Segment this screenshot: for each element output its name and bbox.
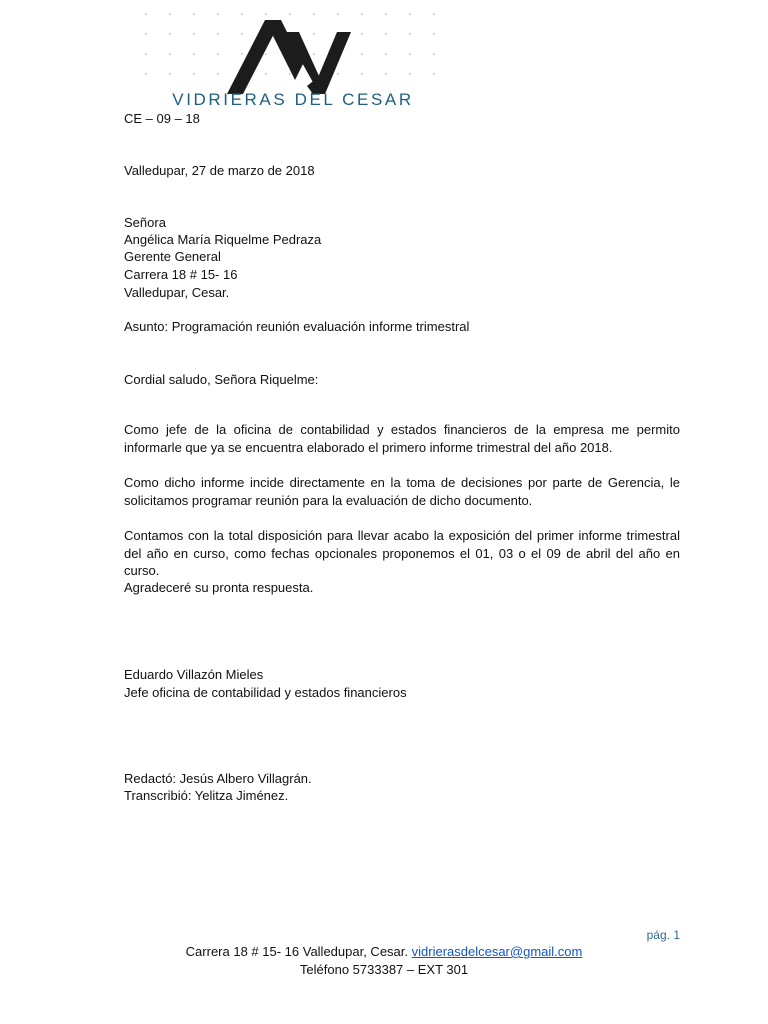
reference-code: CE – 09 – 18: [124, 111, 200, 126]
signer-title: Jefe oficina de contabilidad y estados financieros: [124, 685, 407, 700]
recipient-salutation: Señora: [124, 215, 166, 230]
footer-address: Carrera 18 # 15- 16 Valledupar, Cesar.: [185, 944, 412, 959]
company-logo: [140, 8, 440, 112]
closing-line: Agradeceré su pronta respuesta.: [124, 580, 314, 595]
email-link[interactable]: vidrierasdelcesar@gmail.com: [411, 944, 583, 959]
recipient-position: Gerente General: [124, 249, 221, 264]
page-number: pág. 1: [646, 928, 680, 942]
logo-wordmark: VIDRIERAS DEL CESAR: [172, 90, 414, 109]
body-paragraph: Como jefe de la oficina de contabilidad y estados financieros de la empresa me permito informarle que ya se encuentra elaborado el primero informe trimestral del año 2018.: [124, 422, 680, 455]
transcribed-by: Transcribió: Yelitza Jiménez.: [124, 788, 289, 803]
recipient-name: Angélica María Riquelme Pedraza: [124, 232, 322, 247]
signer-name: Eduardo Villazón Mieles: [124, 667, 264, 682]
drafted-by: Redactó: Jesús Albero Villagrán.: [124, 771, 312, 786]
recipient-address: Carrera 18 # 15- 16: [124, 267, 238, 282]
subject-line: Asunto: Programación reunión evaluación informe trimestral: [124, 319, 470, 334]
body-paragraph: Contamos con la total disposición para llevar acabo la exposición del primer informe trimestral del año en curso, como fechas opcionales proponemos el 01, 03 o el 09 de abril del año en curso.: [124, 528, 680, 578]
recipient-city: Valledupar, Cesar.: [124, 285, 230, 300]
place-date: Valledupar, 27 de marzo de 2018: [124, 163, 315, 178]
footer-phone: Teléfono 5733387 – EXT 301: [299, 962, 469, 977]
footer-address-line: [0, 944, 768, 959]
body-paragraph: Como dicho informe incide directamente en la toma de decisiones por parte de Gerencia, le solicitamos programar reunión para la evaluación de dicho documento.: [124, 475, 680, 508]
greeting: Cordial saludo, Señora Riquelme:: [124, 372, 319, 387]
av-monogram-icon: [225, 20, 351, 94]
